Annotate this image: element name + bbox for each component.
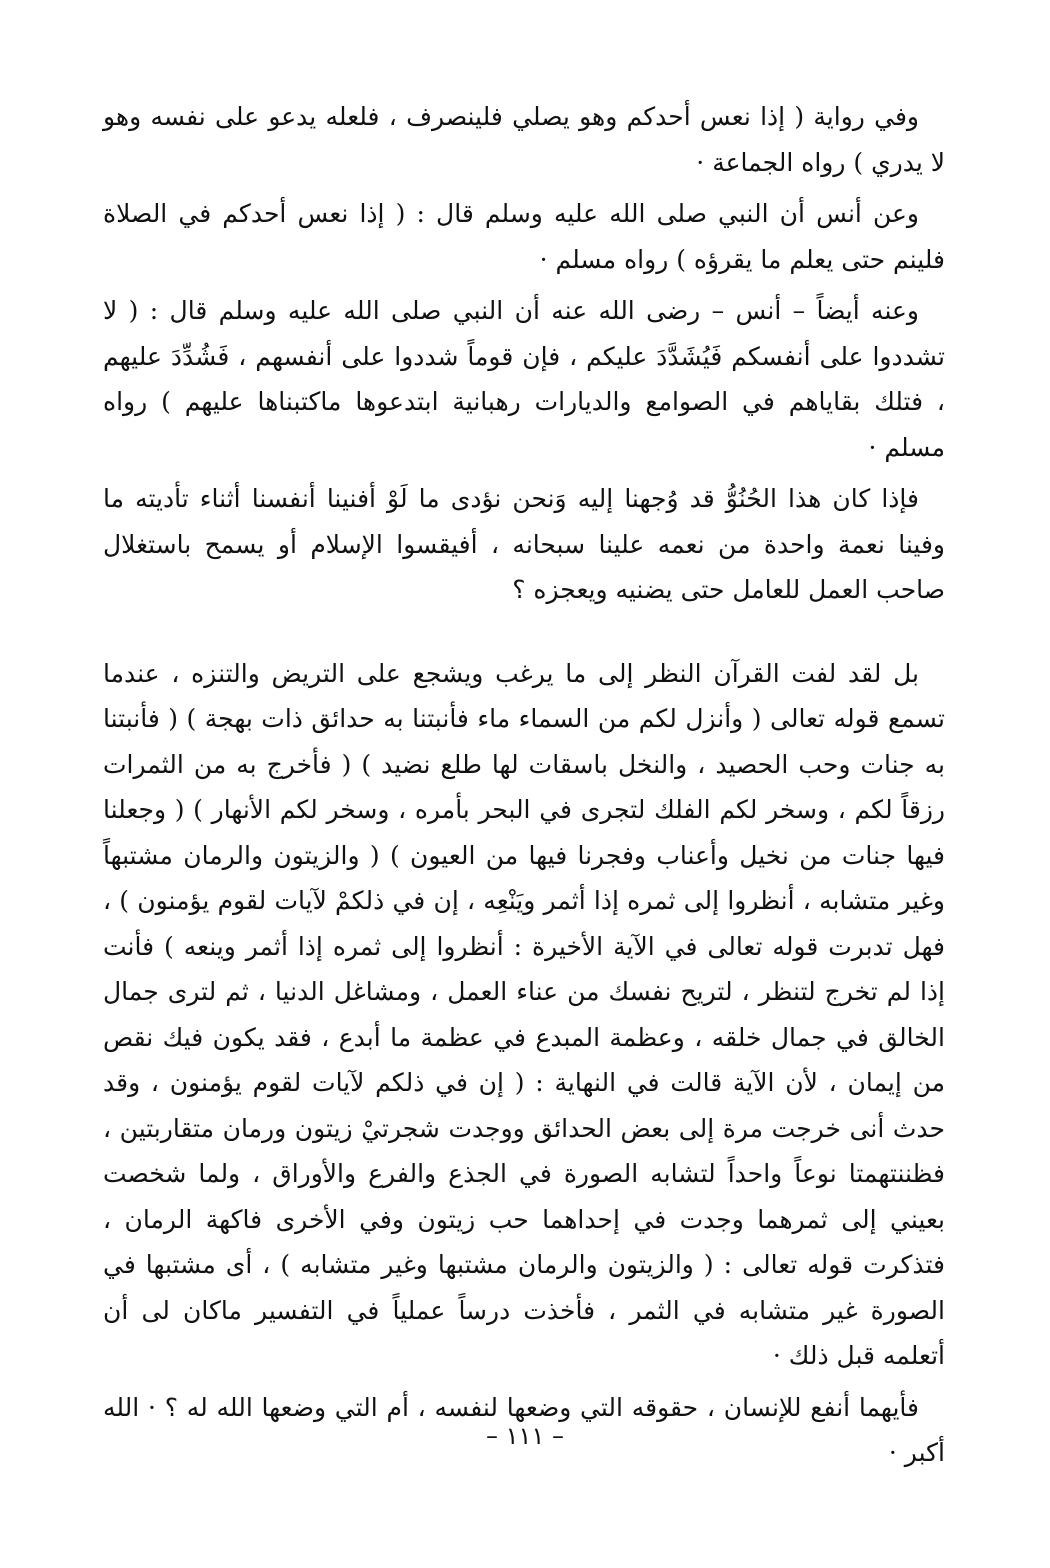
- paragraph-4: فإذا كان هذا الحُنُوُّ قد وُجهنا إليه وَنحن نؤدى ما لَوْ أفنينا أنفسنا أثناء تأديته ما وفينا نعمة واحدة من نعمه علينا سبحانه ، أفيقسوا الإسلام أو يسمح باستغلال صاحب العمل للعامل حتى يضنيه ويعجزه ؟: [103, 484, 945, 604]
- paragraph-1: وفي رواية ( إذا نعس أحدكم وهو يصلي فلينصرف ، فلعله يدعو على نفسه وهو لا يدري ) رواه الجماعة ·: [103, 102, 945, 177]
- paragraph-3: وعنه أيضاً – أنس – رضى الله عنه أن النبي صلى الله عليه وسلم قال : ( لا تشددوا على أنفسكم فَيُشَدَّدَ عليكم ، فإن قوماً شددوا على أنفسهم ، فَشُدِّدَ عليهم ، فتلك بقاياهم في الصوامع والديارات رهبانية ابتدعوها ماكتبناها عليهم ) رواه مسلم ·: [103, 296, 945, 462]
- page-body: [103, 94, 945, 1476]
- paragraph-6: فأيهما أنفع للإنسان ، حقوقه التي وضعها لنفسه ، أم التي وضعها الله له ؟ · الله أكبر ·: [103, 1392, 945, 1467]
- paragraph-2: وعن أنس أن النبي صلى الله عليه وسلم قال : ( إذا نعس أحدكم في الصلاة فلينم حتى يعلم ما يقرؤه ) رواه مسلم ·: [103, 199, 945, 274]
- page-number: – ١١١ –: [486, 1422, 564, 1450]
- paragraph-5: بل لقد لفت القرآن النظر إلى ما يرغب ويشجع على التريض والتنزه ، عندما تسمع قوله تعالى ( وأنزل لكم من السماء ماء فأنبتنا به حدائق ذات بهجة ) ( فأنبتنا به جنات وحب الحصيد ، والنخل باسقات لها طلع نضيد ) ( فأخرج به من الثمرات رزقاً لكم ، وسخر لكم الفلك لتجرى في البحر بأمره ، وسخر لكم الأنهار ) ( وجعلنا فيها جنات من نخيل وأعناب وفجرنا فيها من العيون ) ( والزيتون والرمان مشتبهاً وغير متشابه ، أنظروا إلى ثمره إذا أثمر ويَنْعِه ، إن في ذلكمْ لآيات لقوم يؤمنون ) ، فهل تدبرت قوله تعالى في الآية الأخيرة : أنظروا إلى ثمره إذا أثمر وينعه ) فأنت إذا لم تخرج لتنظر ، لتريح نفسك من عناء العمل ، ومشاغل الدنيا ، ثم لترى جمال الخالق في جمال خلقه ، وعظمة المبدع في عظمة ما أبدع ، فقد يكون فيك نقص من إيمان ، لأن الآية قالت في النهاية : ( إن في ذلكم لآيات لقوم يؤمنون ، وقد حدث أنى خرجت مرة إلى بعض الحدائق ووجدت شجرتيْ زيتون ورمان متقاربتين ، فظننتهمتا نوعاً واحداً لتشابه الصورة في الجذع والفرع والأوراق ، ولما شخصت بعيني إلى ثمرهما وجدت في إحداهما حب زيتون وفي الأخرى فاكهة الرمان ، فتذكرت قوله تعالى : ( والزيتون والرمان مشتبها وغير متشابه ) ، أى مشتبها في الصورة غير متشابه في الثمر ، فأخذت درساً عملياً في التفسير ماكان لى أن أتعلمه قبل ذلك ·: [103, 658, 945, 1370]
